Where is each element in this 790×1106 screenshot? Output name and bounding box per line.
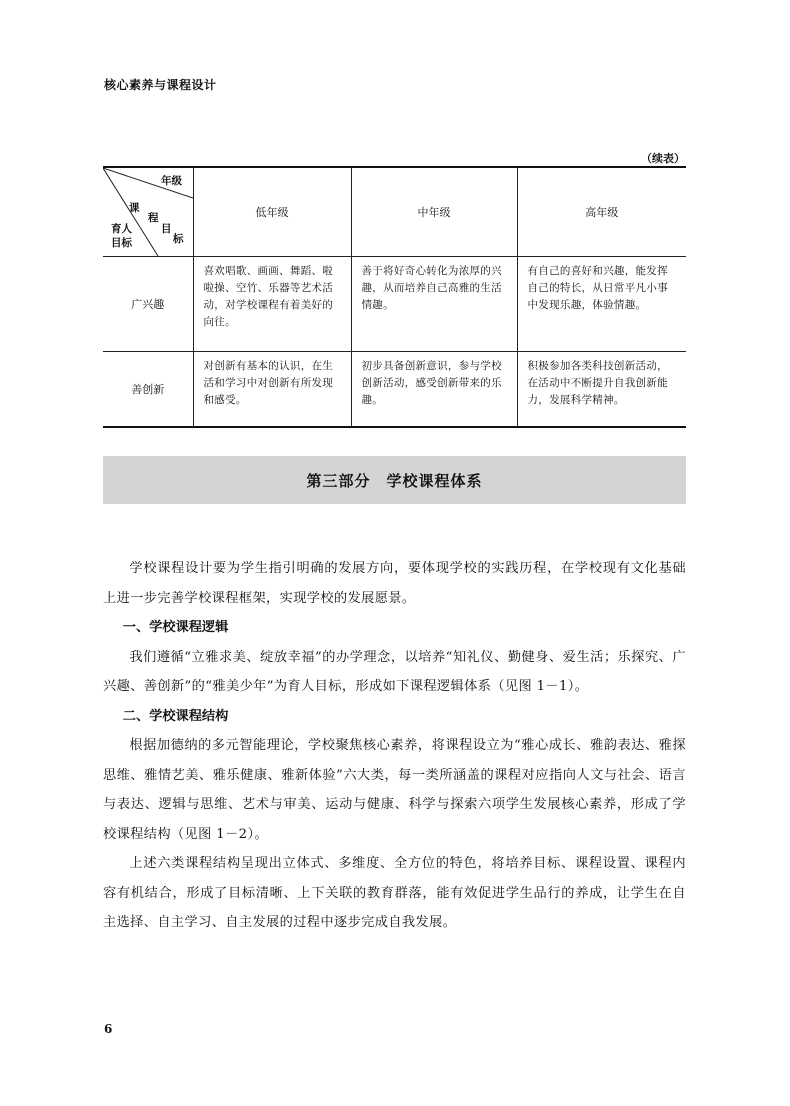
running-header: 核心素养与课程设计 — [104, 78, 217, 92]
row-label-innovation: 善创新 — [103, 352, 193, 428]
table-cell: 善于将好奇心转化为浓厚的兴趣，从而培养自己高雅的生活情趣。 — [351, 257, 517, 352]
row-label-interest: 广兴趣 — [103, 257, 193, 352]
table-cell: 有自己的喜好和兴趣，能发挥自己的特长，从日常平凡小事中发现乐趣，体验情趣。 — [517, 257, 686, 352]
intro-paragraph: 学校课程设计要为学生指引明确的发展方向，要体现学校的实践历程，在学校现有文化基础上进一步完善学校课程框架，实现学校的发展愿景。 — [103, 561, 686, 606]
paragraph-course-logic: 我们遵循“立雅求美、绽放幸福”的办学理念，以培养“知礼仪、勤健身、爱生活；乐探究、广兴趣、善创新”的“雅美少年”为育人目标，形成如下课程逻辑体系（见图 1－1）。 — [103, 649, 686, 694]
table-row — [103, 257, 686, 352]
curriculum-goals-table — [103, 166, 686, 428]
table-cell: 积极参加各类科技创新活动，在活动中不断提升自我创新能力，发展科学精神。 — [517, 352, 686, 428]
section-banner — [103, 456, 686, 504]
table-row — [103, 352, 686, 428]
section-title: 第三部分 学校课程体系 — [306, 471, 483, 490]
table-continued-label: （续表） — [641, 152, 685, 165]
body-text — [103, 554, 686, 938]
table-cell: 对创新有基本的认识，在生活和学习中对创新有所发现和感受。 — [193, 352, 351, 428]
corner-label-grade: 年级 — [161, 175, 182, 187]
heading-course-logic: 一、学校课程逻辑 — [122, 620, 229, 635]
column-header-high: 高年级 — [517, 167, 686, 257]
paragraph-course-structure: 根据加德纳的多元智能理论，学校聚焦核心素养，将课程设立为“雅心成长、雅韵表达、雅探思维、雅情艺美、雅乐健康、雅新体验”六大类，每一类所涵盖的课程对应指向人文与社会、语言与表达、逻辑与思维、艺术与审美、运动与健康、科学与探索六项学生发展核心素养，形成了学校课程结构（见图 1－2）。 — [103, 738, 686, 842]
table-corner-header — [103, 167, 193, 257]
corner-label-ke: 课 — [129, 202, 140, 214]
corner-label-biao: 标 — [173, 233, 184, 245]
heading-course-structure: 二、学校课程结构 — [122, 708, 229, 724]
corner-label-mu: 目 — [161, 223, 172, 235]
page-number: 6 — [104, 1022, 113, 1036]
column-header-mid: 中年级 — [351, 167, 517, 257]
paragraph-structure-summary: 上述六类课程结构呈现出立体式、多维度、全方位的特色，将培养目标、课程设置、课程内容有机结合，形成了目标清晰、上下关联的教育群落，能有效促进学生品行的养成，让学生在自主选择、自主学习、自主发展的过程中逐步完成自我发展。 — [103, 856, 686, 930]
corner-label-yuren: 育人 — [111, 223, 132, 235]
corner-label-cheng: 程 — [148, 212, 159, 224]
column-header-low: 低年级 — [193, 167, 351, 257]
table-cell: 初步具备创新意识，参与学校创新活动，感受创新带来的乐趣。 — [351, 352, 517, 428]
table-cell: 喜欢唱歌、画画、舞蹈、啦啦操、空竹、乐器等艺术活动，对学校课程有着美好的向往。 — [193, 257, 351, 352]
corner-label-mubiao: 目标 — [111, 237, 132, 249]
